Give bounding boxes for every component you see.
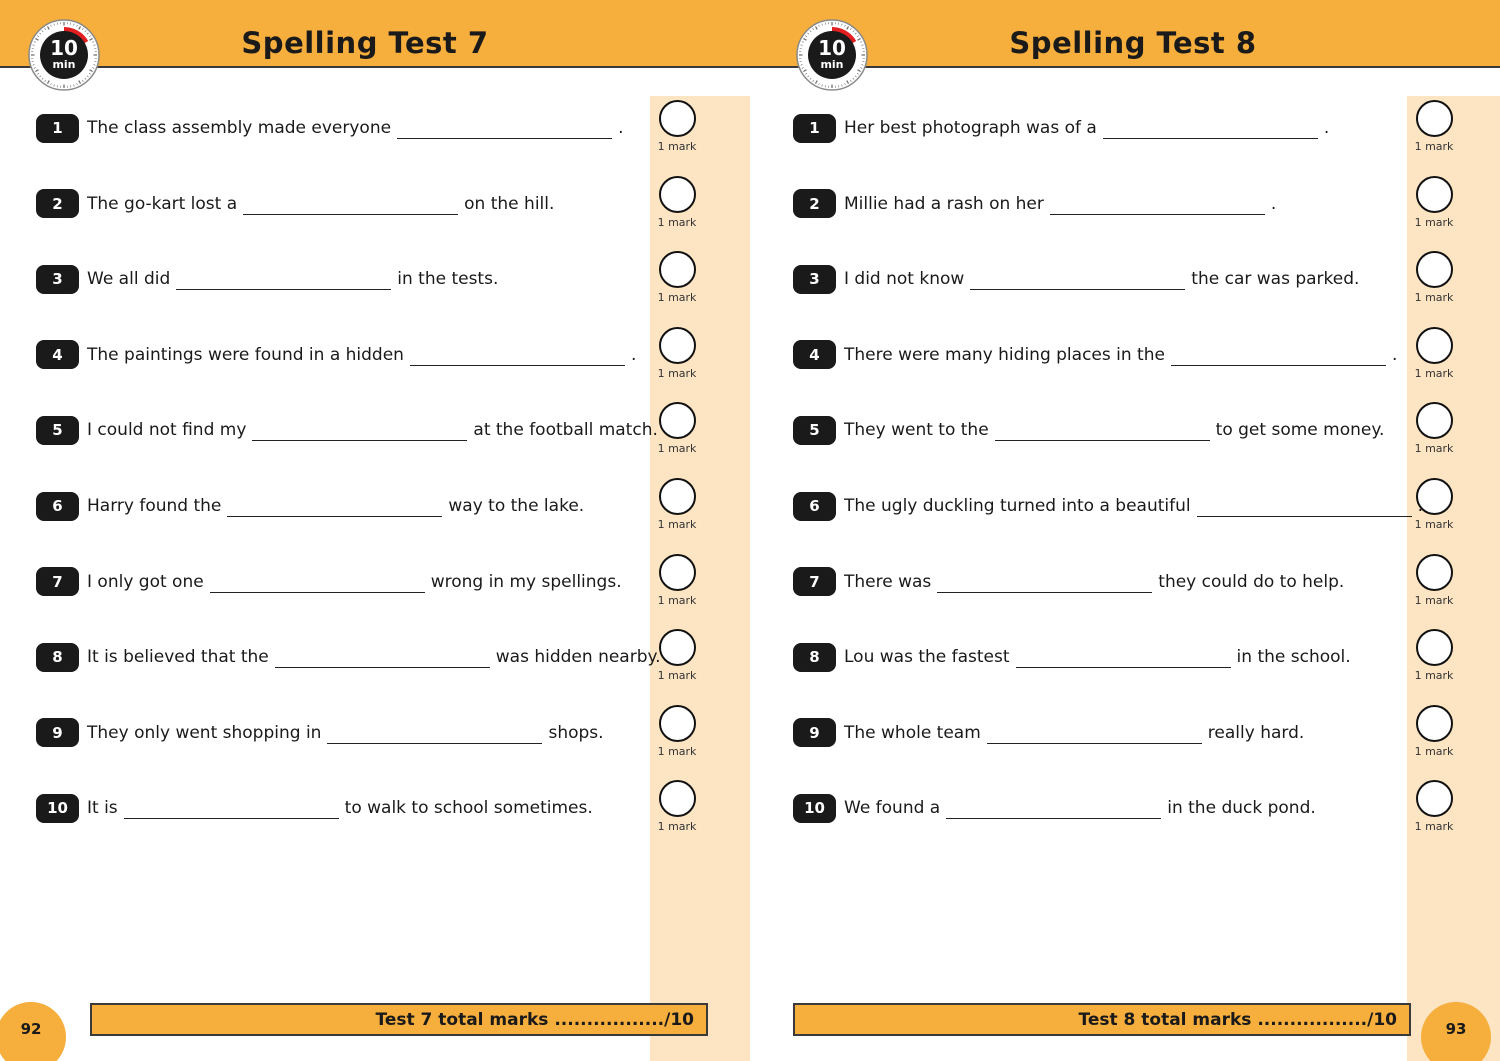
answer-blank[interactable] [995,421,1210,441]
question-text-after: in the tests. [397,269,499,290]
right-page [750,0,1500,1061]
question-number: 6 [793,492,836,521]
mark-box [1404,402,1464,456]
mark-circle[interactable] [659,629,696,666]
page-number-badge [0,1002,66,1061]
mark-label: 1 mark [657,744,697,758]
mark-label: 1 mark [657,820,697,834]
question-text-after: to get some money. [1215,420,1385,441]
mark-circle[interactable] [1416,100,1453,137]
question-row [36,415,658,445]
question-row [36,264,498,294]
question-number: 2 [36,189,79,218]
page-header [0,0,750,68]
question-row [793,642,1351,672]
question-row [36,113,623,143]
question-number: 7 [36,567,79,596]
question-text-before: It is believed that the [87,647,269,668]
mark-label: 1 mark [1414,442,1454,456]
answer-blank[interactable] [243,195,458,215]
mark-circle[interactable] [659,327,696,364]
question-number: 4 [793,340,836,369]
mark-box [647,554,707,608]
question-row [793,415,1384,445]
timer-icon [795,18,869,92]
question-number: 2 [793,189,836,218]
question-row [36,340,636,370]
page-number: 93 [1445,1020,1467,1038]
question-text-after: was hidden nearby. [495,647,661,668]
answer-blank[interactable] [970,270,1185,290]
question-number: 4 [36,340,79,369]
question-text-before: There were many hiding places in the [844,344,1165,365]
answer-blank[interactable] [937,573,1152,593]
question-number: 3 [793,265,836,294]
mark-circle[interactable] [1416,705,1453,742]
question-row [36,642,661,672]
mark-box [1404,251,1464,305]
mark-box [647,100,707,154]
mark-circle[interactable] [659,100,696,137]
mark-circle[interactable] [659,780,696,817]
question-number: 8 [36,643,79,672]
mark-label: 1 mark [1414,518,1454,531]
mark-circle[interactable] [659,554,696,591]
question-text-before: The paintings were found in a hidden [87,344,404,365]
mark-label: 1 mark [657,593,697,607]
answer-blank[interactable] [124,799,339,819]
question-number: 8 [793,643,836,672]
mark-box [1404,478,1464,532]
mark-label: 1 mark [657,518,697,531]
answer-blank[interactable] [275,648,490,668]
mark-label: 1 mark [1414,215,1454,229]
question-text-after: in the school. [1236,647,1351,668]
timer-number: 10 [50,36,78,60]
question-text-after: shops. [548,722,604,743]
question-text-before: It is [87,798,118,819]
mark-label: 1 mark [1414,744,1454,758]
question-text-after: in the duck pond. [1167,798,1316,819]
question-text-before: The ugly duckling turned into a beautiful [844,496,1191,516]
question-text-before: We found a [844,798,941,819]
question-number: 1 [793,114,836,143]
question-text-before: I only got one [87,571,204,592]
question-number: 5 [793,416,836,445]
question-text-before: They went to the [844,420,989,441]
timer-unit: min [820,58,844,71]
question-number: 5 [36,416,79,445]
answer-blank[interactable] [1197,497,1412,517]
answer-blank[interactable] [397,119,612,139]
mark-label: 1 mark [1414,820,1454,834]
answer-blank[interactable] [1103,119,1318,139]
mark-circle[interactable] [1416,327,1453,364]
mark-circle[interactable] [1416,478,1453,515]
question-text-before: There was [844,571,932,592]
timer-icon [27,18,101,92]
mark-box [647,780,707,834]
question-number: 9 [793,718,836,747]
question-text-before: I could not find my [87,420,247,441]
answer-blank[interactable] [252,421,467,441]
answer-blank[interactable] [210,573,425,593]
mark-box [1404,705,1464,759]
answer-blank[interactable] [1050,195,1265,215]
mark-circle[interactable] [1416,402,1453,439]
question-text-after: really hard. [1207,722,1305,743]
page-title: Spelling Test 8 [1009,26,1257,60]
mark-circle[interactable] [1416,176,1453,213]
mark-box [647,705,707,759]
question-number: 7 [793,567,836,596]
mark-label: 1 mark [657,442,697,456]
mark-label: 1 mark [657,291,697,305]
mark-box [1404,780,1464,834]
mark-circle[interactable] [659,402,696,439]
question-text-after: . [1270,193,1277,214]
answer-blank[interactable] [227,497,442,517]
answer-blank[interactable] [1171,346,1386,366]
question-number: 10 [36,794,79,823]
question-row [36,491,584,521]
mark-label: 1 mark [657,140,697,153]
timer-unit: min [52,58,76,71]
total-marks-bar [90,1003,708,1036]
mark-box [1404,327,1464,381]
mark-box [647,327,707,381]
question-text-before: Harry found the [87,496,222,516]
mark-label: 1 mark [1414,366,1454,380]
timer-number: 10 [818,36,846,60]
mark-label: 1 mark [1414,291,1454,305]
question-text-before: We all did [87,269,171,290]
question-row [793,718,1304,748]
question-text-before: The class assembly made everyone [87,118,392,138]
question-row [36,567,622,597]
question-number: 9 [36,718,79,747]
question-text-before: The go-kart lost a [87,193,238,214]
answer-blank[interactable] [1016,648,1231,668]
question-row [793,189,1276,219]
mark-circle[interactable] [659,478,696,515]
mark-box [647,629,707,683]
total-marks-text: Test 8 total marks ................./10 [1078,1009,1397,1030]
mark-label: 1 mark [1414,669,1454,683]
question-text-after: the car was parked. [1191,269,1360,290]
question-text-after: . [1391,344,1398,365]
mark-circle[interactable] [659,705,696,742]
question-text-before: They only went shopping in [87,722,322,743]
mark-box [647,402,707,456]
answer-blank[interactable] [987,724,1202,744]
question-row [793,793,1316,823]
mark-label: 1 mark [1414,140,1454,153]
mark-label: 1 mark [1414,593,1454,607]
question-row [793,491,1423,521]
mark-box [1404,100,1464,154]
mark-circle[interactable] [659,251,696,288]
mark-box [647,176,707,230]
question-row [793,113,1329,143]
answer-blank[interactable] [327,724,542,744]
question-text-before: Her best photograph was of a [844,118,1097,138]
page-title: Spelling Test 7 [241,26,489,60]
question-text-after: . [618,118,624,138]
question-text-before: Lou was the fastest [844,647,1010,668]
question-number: 1 [36,114,79,143]
mark-circle[interactable] [659,176,696,213]
question-row [36,189,554,219]
question-row [36,793,593,823]
mark-circle[interactable] [1416,629,1453,666]
question-row [793,567,1344,597]
question-text-after: wrong in my spellings. [430,571,622,592]
mark-box [1404,554,1464,608]
total-marks-text: Test 7 total marks ................./10 [375,1009,694,1030]
mark-box [647,251,707,305]
answer-blank[interactable] [176,270,391,290]
page-number: 92 [20,1020,42,1038]
question-number: 6 [36,492,79,521]
mark-circle[interactable] [1416,251,1453,288]
question-number: 3 [36,265,79,294]
question-text-before: The whole team [844,722,981,743]
question-row [793,264,1359,294]
mark-box [647,478,707,532]
question-row [36,718,604,748]
question-text-after: at the football match. [473,420,658,441]
question-text-after: . [1323,118,1330,138]
question-row [793,340,1397,370]
question-text-after: to walk to school sometimes. [344,798,593,819]
answer-blank[interactable] [410,346,625,366]
mark-circle[interactable] [1416,780,1453,817]
mark-box [1404,629,1464,683]
question-text-before: Millie had a rash on her [844,193,1044,214]
total-marks-bar [793,1003,1411,1036]
question-text-after: on the hill. [464,193,555,214]
question-text-after: . [630,344,637,365]
question-text-before: I did not know [844,269,965,290]
mark-label: 1 mark [657,366,697,380]
mark-circle[interactable] [1416,554,1453,591]
mark-label: 1 mark [657,215,697,229]
mark-label: 1 mark [657,669,697,683]
question-text-after: way to the lake. [448,496,585,516]
question-number: 10 [793,794,836,823]
answer-blank[interactable] [946,799,1161,819]
mark-box [1404,176,1464,230]
question-text-after: they could do to help. [1158,571,1345,592]
